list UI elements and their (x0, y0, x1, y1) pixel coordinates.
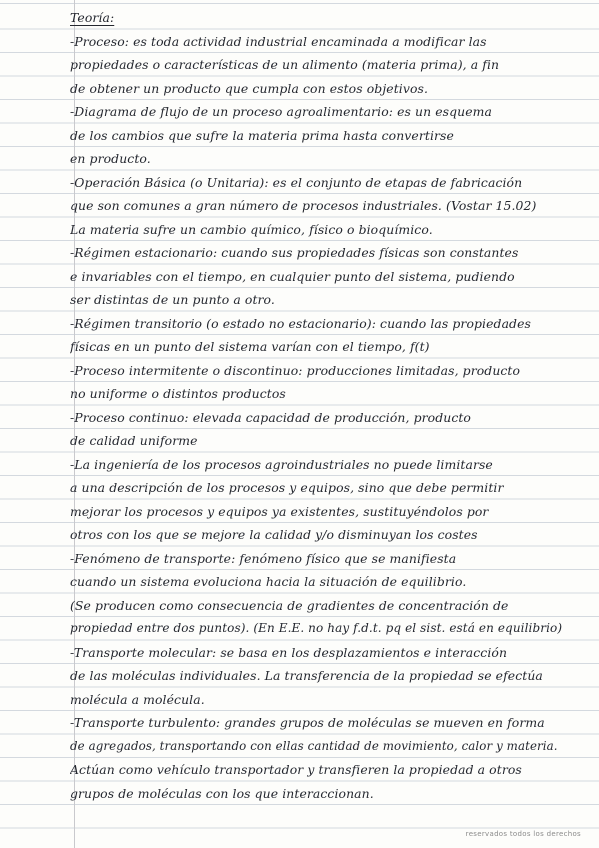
text-line: físicas en un punto del sistema varían con el tiempo, f(t) (70, 339, 430, 354)
text-line: (Se producen como consecuencia de gradientes de concentración de (70, 597, 509, 613)
text-line: -La ingeniería de los procesos agroindustriales no puede limitarse (70, 456, 493, 472)
text-line: -Transporte turbulento: grandes grupos de moléculas se mueven en forma (70, 715, 545, 730)
text-line: La materia sufre un cambio químico, físico o bioquímico. (70, 221, 433, 237)
text-line: otros con los que se mejore la calidad y/o disminuyan los costes (70, 527, 478, 542)
text-line: propiedades o características de un alimento (materia prima), a fin (70, 57, 500, 72)
text-line: grupos de moléculas con los que interaccionan. (70, 785, 374, 801)
watermark-footer: reservados todos los derechos (465, 830, 581, 838)
text-line: -Diagrama de flujo de un proceso agroalimentario: es un esquema (70, 104, 493, 119)
text-line: cuando un sistema evoluciona hacia la situación de equilibrio. (70, 574, 467, 589)
text-line: propiedad entre dos puntos). (En E.E. no hay f.d.t. pq el sist. está en equilibrio) (70, 621, 563, 635)
text-line: de agregados, transportando con ellas cantidad de movimiento, calor y materia. (70, 738, 558, 753)
text-line: que son comunes a gran número de procesos industriales. (Vostar 15.02) (70, 198, 537, 213)
text-line: -Fenómeno de transporte: fenómeno físico que se manifiesta (70, 550, 457, 566)
text-line: -Régimen transitorio (o estado no estacionario): cuando las propiedades (70, 315, 531, 331)
text-line: de obtener un producto que cumpla con estos objetivos. (70, 80, 429, 96)
text-line: de las moléculas individuales. La transferencia de la propiedad se efectúa (70, 668, 543, 683)
text-line: de calidad uniforme (70, 433, 198, 448)
text-line: -Operación Básica (o Unitaria): es el conjunto de etapas de fabricación (70, 174, 523, 190)
text-line: en producto. (70, 151, 151, 166)
text-line: Actúan como vehículo transportador y transfieren la propiedad a otros (70, 762, 522, 777)
text-line: -Transporte molecular: se basa en los desplazamientos e interacción (70, 644, 508, 660)
text-line: -Proceso: es toda actividad industrial encaminada a modificar las (70, 33, 487, 49)
text-line: -Régimen estacionario: cuando sus propiedades físicas son constantes (70, 245, 519, 260)
text-line: -Proceso continuo: elevada capacidad de producción, producto (70, 409, 471, 425)
handwritten-notes (70, 6, 565, 805)
text-line: no uniforme o distintos productos (70, 386, 286, 401)
text-line: molécula a molécula. (70, 691, 205, 707)
text-line: de los cambios que sufre la materia prima hasta convertirse (70, 127, 454, 143)
text-line: a una descripción de los procesos y equipos, sino que debe permitir (70, 480, 504, 495)
notes-title: Teoría: (70, 10, 115, 25)
text-line: e invariables con el tiempo, en cualquier punto del sistema, pudiendo (70, 268, 515, 284)
text-line: ser distintas de un punto a otro. (70, 292, 275, 307)
text-line: -Proceso intermitente o discontinuo: producciones limitadas, producto (70, 362, 521, 378)
text-line: mejorar los procesos y equipos ya existentes, sustituyéndolos por (70, 503, 489, 519)
